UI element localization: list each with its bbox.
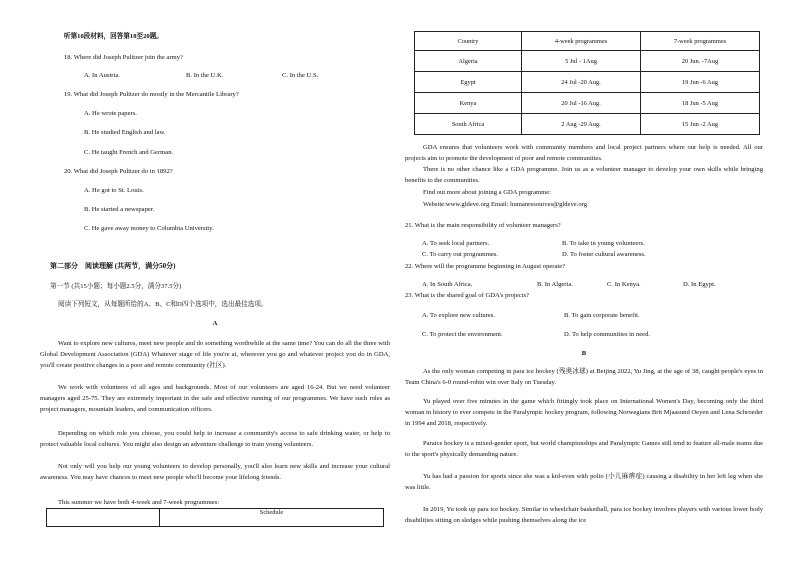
passage-a-para-4: Not only will you help our young volunteers to develop personally, you'll also learn new skills and increase your cultural awareness. You may have chances to meet new people who'll become your lifelong friends.: [40, 463, 390, 481]
table-cell: 20 Jun. -7Aug: [641, 51, 760, 72]
table-cell: Algeria: [415, 51, 522, 72]
table-header-cell: 7-week programmes: [641, 32, 760, 51]
passage-b-para-3: Paraice hockey is a mixed-gender sport, but world championships and Paralympic Games still tend to feature all-male teams due to the sport's physically demanding nature.: [405, 440, 763, 458]
table-cell: 15 Jun -2 Aug: [641, 114, 760, 135]
q22-option-b: B. In Algeria.: [537, 281, 573, 288]
table-header-cell: 4-week programmes: [522, 32, 641, 51]
q20-stem: 20. What did Joseph Pulitzer do in 1892?: [64, 168, 173, 175]
table-cell: 18 Jun -5 Aug: [641, 93, 760, 114]
q20-option-b: B. He started a newspaper.: [84, 206, 155, 213]
table-cell: 19 Jun -6 Aug: [641, 72, 760, 93]
table-row: [415, 93, 760, 114]
q22-stem: 22. Where will the programme beginning in August operate?: [405, 263, 566, 270]
gda-para-1: GDA ensures that volunteers work with community members and local project partners where our help is needed. All our projects aim to promote the development of poor and remote communities.: [405, 144, 763, 162]
q21-option-a: A. To seek local partners.: [422, 240, 490, 247]
q22-option-a: A. In South Africa.: [422, 281, 473, 288]
q20-option-a: A. He got to St. Louis.: [84, 187, 144, 194]
gda-para-3: Find out more about joining a GDA programme:: [423, 189, 552, 196]
passage-b-para-2: Yu played over five minutes in the game which fittingly took place on International Women's Day, becoming only the third woman in history to ever compete in the Paralympic hockey program, following Norwegians Brit Mjaasund Oeyen and Lena Schroeder in 1994 and 2018, respectively.: [405, 398, 763, 427]
q21-option-b: B. To take in young volunteers.: [562, 240, 645, 247]
programme-table: [414, 31, 760, 135]
table-row: [415, 72, 760, 93]
q19-stem: 19. What did Joseph Pulitzer do mostly in the Mercantile Library?: [64, 91, 239, 98]
table-cell: 24 Jul -20 Aug.: [522, 72, 641, 93]
passage-b-para-5: In 2019, Yu took up para ice hockey. Similar to wheelchair basketball, para ice hockey involves players with various lower body disabilities sitting on sledges while pushing themselves along the ice: [405, 506, 763, 524]
passage-b-label: B: [581, 350, 587, 357]
table-cell: South Africa: [415, 114, 522, 135]
table-row: [415, 51, 760, 72]
table-cell: 20 Jul -16 Aug.: [522, 93, 641, 114]
q18-option-b: B. In the U.K.: [186, 72, 224, 79]
table-header-cell: Country: [415, 32, 522, 51]
schedule-table-header: [46, 508, 384, 527]
q22-option-c: C. In Kenya.: [607, 281, 641, 288]
q18-stem: 18. Where did Joseph Pulitzer join the army?: [64, 54, 183, 61]
schedule-blank-cell: [47, 509, 160, 527]
passage-b-para-4: Yu has had a passion for sports since she was a kid-even with polio (小儿麻痹症) causing a disability in her left leg when she was little.: [405, 473, 763, 491]
q19-option-a: A. He wrote papers.: [84, 110, 137, 117]
q20-option-c: C. He gave away money to Columbia University.: [84, 225, 214, 232]
gda-para-2: There is no other chance like a GDA programme. Join us as a volunteer manager to develop your own skills while bringing benefits to the communities.: [405, 166, 763, 184]
q21-option-d: D. To foster cultural awareness.: [562, 251, 646, 258]
passage-a-label: A: [212, 320, 218, 327]
gda-contact: Website:www.gldeve.org Email: humanresources@gldeve.org: [423, 201, 587, 208]
listening-intro: 听第10段材料，回答第18至20题。: [64, 33, 163, 40]
q21-stem: 21. What is the main responsibility of volunteer managers?: [405, 222, 561, 229]
section1-title: 第一节 (共15小题；每小题2.5分，满分37.5分): [50, 283, 182, 290]
passage-a-para-5: This summer we have both 4-week and 7-week programmes:: [58, 499, 220, 506]
passage-a-para-2: We work with volunteers of all ages and backgrounds. Most of our volunteers are aged 16-24. But we need volunteer managers aged 25-75. They are extremely important in the safe and effective running of our programmes. We have such roles as project managers, mountain leaders, and communication officers.: [40, 384, 390, 413]
q23-option-b: B. To gain corporate benefit.: [564, 312, 640, 319]
q23-option-d: D. To help communities in need.: [564, 331, 651, 338]
q18-option-a: A. In Austria.: [84, 72, 120, 79]
q19-option-c: C. He taught French and German.: [84, 149, 174, 156]
table-cell: Kenya: [415, 93, 522, 114]
table-header-row: [415, 32, 760, 51]
q23-option-a: A. To explore new cultures.: [422, 312, 496, 319]
table-cell: 5 Jul - 1Aug: [522, 51, 641, 72]
passage-b-para-1: As the only woman competing in para ice hockey (残奥冰球) at Beijing 2022, Yu Jing, at the age of 38, caught people's eyes in Team China's 6-0 round-robin win over Italy on Tuesday.: [405, 368, 763, 386]
passage-a-para-3: Depending on which role you choose, you could help to increase a community's access to safe drinking water, or help to protect valuable local cultures. You might also design an adventure challenge to train young volunteers.: [40, 430, 390, 448]
q22-option-d: D. In Egypt.: [683, 281, 716, 288]
table-cell: 2 Aug -29 Aug.: [522, 114, 641, 135]
q23-stem: 23. What is the shared goal of GDA's projects?: [405, 292, 529, 299]
q23-option-c: C. To protect the environment.: [422, 331, 503, 338]
schedule-header-cell: Schedule: [160, 509, 384, 527]
q21-option-c: C. To carry out programmes.: [422, 251, 498, 258]
q18-option-c: C. In the U.S.: [282, 72, 319, 79]
q19-option-b: B. He studied English and law.: [84, 129, 166, 136]
table-row: [415, 114, 760, 135]
passage-a-para-1: Want to explore new cultures, meet new people and do something worthwhile at the same time? You can do all the three with Global Development Association (GDA) Whatever stage of life you're at, wherever you go and whatever project you do in GDA, you'll create positive changes in a poor and remote community (社区).: [40, 340, 390, 369]
reading-instruction: 阅读下列短文，从每题所给的A、B、C和D四个选项中，选出最佳选项。: [58, 301, 268, 308]
table-cell: Egypt: [415, 72, 522, 93]
part2-title: 第二部分 阅读理解 (共两节，满分50分): [50, 262, 176, 270]
